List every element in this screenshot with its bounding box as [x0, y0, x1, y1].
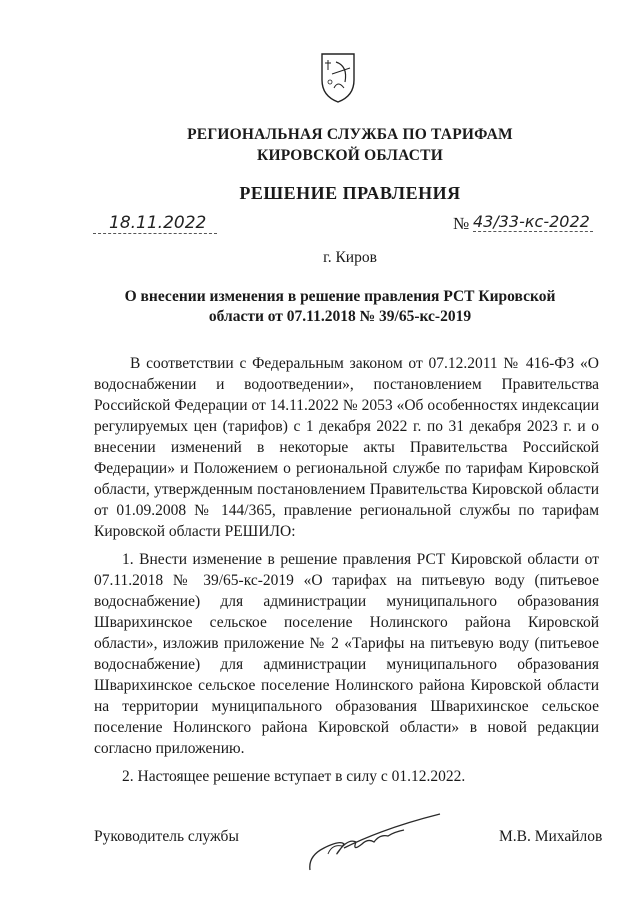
- decision-subject: О внесении изменения в решение правления РСТ Кировской области от 07.11.2018 № 39/65-кс-2019: [124, 288, 556, 325]
- resolution-item-1: 1. Внести изменение в решение правления РСТ Кировской области от 07.11.2018 № 39/65-кс-2019 «О тарифах на питьевую воду (питьевое водоснабжение) для администрации муниципального образования Шварихинское сельское поселение Нолинского района Кировской области», изложив приложение № 2 «Тарифы на питьевую воду (питьевое водоснабжение) для администрации муниципального образования Шварихинское сельское поселение Нолинского района Кировской области на территории муниципального образования Шварихинское сельское поселение Нолинского района Кировской области» в новой редакции согласно приложению.: [94, 551, 599, 757]
- org-name-line-1: РЕГИОНАЛЬНАЯ СЛУЖБА ПО ТАРИФАМ: [187, 126, 513, 143]
- org-name-line-2: КИРОВСКОЙ ОБЛАСТИ: [257, 147, 443, 164]
- signatory-position: Руководитель службы: [94, 828, 239, 845]
- handwritten-signature: [304, 808, 444, 876]
- decision-date: 18.11.2022: [93, 213, 217, 234]
- number-label: №: [453, 214, 470, 233]
- signatory-name: М.В. Михайлов: [499, 828, 603, 845]
- document-type-title: РЕШЕНИЕ ПРАВЛЕНИЯ: [239, 183, 461, 203]
- resolution-item-2: 2. Настоящее решение вступает в силу с 01.12.2022.: [122, 768, 466, 785]
- coat-of-arms-icon: [318, 50, 358, 104]
- city: г. Киров: [323, 249, 377, 266]
- decision-number: 43/33-кс-2022: [473, 212, 593, 232]
- intro-paragraph: В соответствии с Федеральным законом от 07.12.2011 № 416-ФЗ «О водоснабжении и водоотведении», постановлением Правительства Российской Федерации от 14.11.2022 № 2053 «Об особенностях индексации регулируемых цен (тарифов) с 1 декабря 2022 г. по 31 декабря 2023 г. и о внесении изменений в некоторые акты Правительства Российской Федерации» и Положением о региональной службе по тарифам Кировской области, утвержденным постановлением Правительства Кировской области от 01.09.2008 № 144/365, правление региональной службы по тарифам Кировской области РЕШИЛО:: [94, 355, 599, 540]
